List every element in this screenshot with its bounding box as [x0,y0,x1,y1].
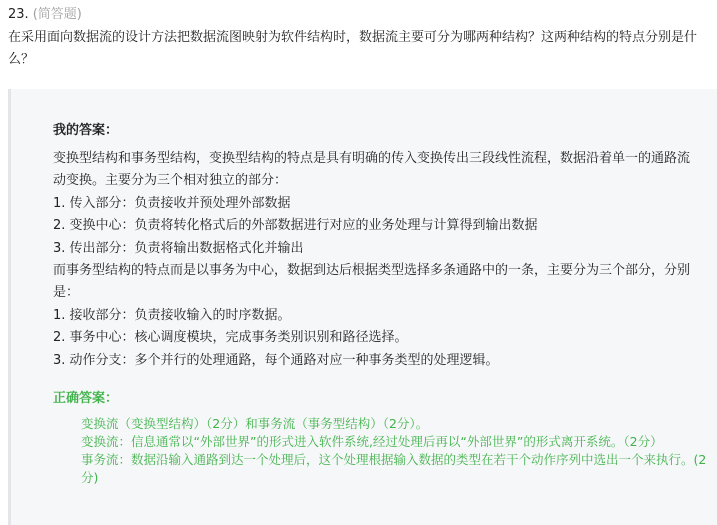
question-text: 在采用面向数据流的设计方法把数据流图映射为软件结构时，数据流主要可分为哪两种结构？这两种结构的特点分别是什么？ [8,30,698,67]
my-answer-paragraph: 3. 动作分支：多个并行的处理通路，每个通路对应一种事务类型的处理逻辑。 [53,352,499,368]
question-type-label: (简答题) [32,7,82,22]
correct-answer-title: 正确答案： [53,391,119,406]
my-answer-paragraph: 3. 传出部分：负责将输出数据格式化并输出 [53,240,304,256]
correct-answer-body [81,415,707,487]
answer-panel [8,89,717,525]
my-answer-paragraph: 2. 事务中心：核心调度模块，完成事务类别识别和路径选择。 [53,330,408,346]
my-answer-title: 我的答案： [53,123,119,138]
question-header [8,6,82,24]
my-answer-paragraph: 2. 变换中心：负责将转化格式后的外部数据进行对应的业务处理与计算得到输出数据 [53,218,538,234]
correct-answer-paragraph: 变换流（变换型结构）（2分）和事务流（事务型结构）（2分）。 [81,416,429,431]
correct-answer-paragraph: 事务流：数据沿输入通路到达一个处理后，这个处理根据输入数据的类型在若干个动作序列中选出一个来执行。(2分) [81,452,707,485]
my-answer-paragraph: 1. 接收部分：负责接收输入的时序数据。 [53,307,291,323]
my-answer-body [53,148,701,372]
correct-answer-paragraph: 变换流：信息通常以“外部世界”的形式进入软件系统,经过处理后再以“外部世界”的形式离开系统。（2分） [81,434,663,449]
my-answer-paragraph: 1. 传入部分：负责接收并预处理外部数据 [53,195,291,211]
my-answer-paragraph: 变换型结构和事务型结构，变换型结构的特点是具有明确的传入变换传出三段线性流程，数据沿着单一的通路流动变换。主要分为三个相对独立的部分： [53,151,691,189]
my-answer-paragraph: 而事务型结构的特点而是以事务为中心，数据到达后根据类型选择多条通路中的一条，主要分为三个部分，分别是： [53,263,691,301]
question-number: 23. [8,7,29,22]
